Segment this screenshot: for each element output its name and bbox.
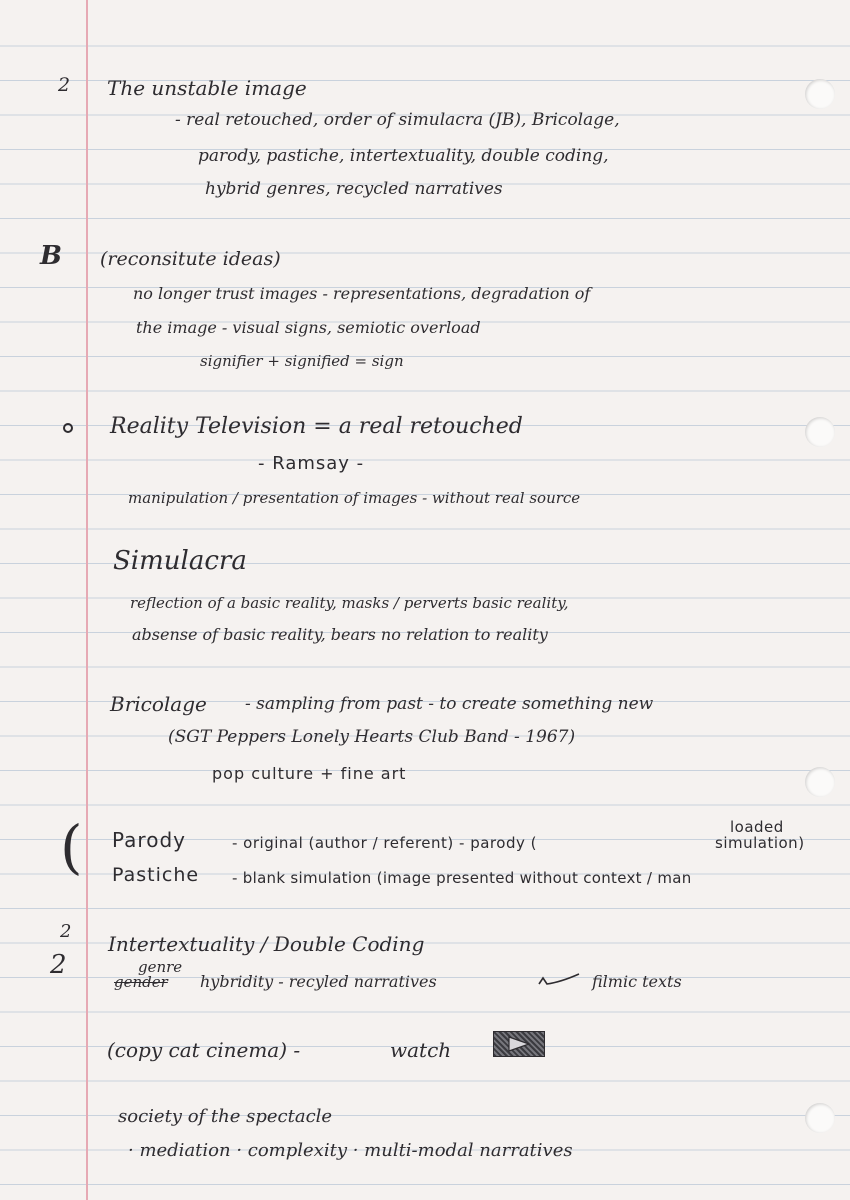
section-marker-2: 2	[58, 74, 71, 96]
play-icon	[493, 1031, 545, 1057]
note-line: parody, pastiche, intertextuality, double coding,	[198, 146, 609, 166]
note-line: (SGT Peppers Lonely Hearts Club Band - 1967)	[168, 727, 576, 747]
margin-mark: 2	[50, 950, 67, 980]
note-line: (copy cat cinema) -	[107, 1038, 301, 1062]
note-watch: watch	[390, 1038, 452, 1062]
heading-bricolage: Bricolage	[110, 692, 207, 716]
note-line: hybridity - recyled narratives	[200, 972, 437, 991]
note-line: - real retouched, order of simulacra (JB), Bricolage,	[175, 110, 620, 130]
punch-hole	[805, 1103, 835, 1133]
heading-society-spectacle: society of the spectacle	[118, 1106, 333, 1127]
note-line: the image - visual signs, semiotic overload	[136, 318, 481, 337]
punch-hole	[805, 767, 835, 797]
note-line: - sampling from past - to create something new	[245, 694, 654, 714]
note-line: - blank simulation (image presented without context / man	[232, 869, 692, 887]
punch-hole	[805, 417, 835, 447]
insert-genre: genre	[138, 958, 183, 976]
note-line: absense of basic reality, bears no relation to reality	[132, 625, 548, 644]
bracket-mark: (	[60, 813, 83, 881]
note-line: no longer trust images - representations, degradation of	[133, 284, 591, 303]
note-line: signifier + signified = sign	[200, 352, 404, 370]
annotation-simulation: simulation)	[715, 834, 805, 852]
annotation-loaded: loaded	[730, 818, 784, 836]
margin-line	[86, 0, 88, 1200]
note-line: hybrid genres, recycled narratives	[205, 179, 503, 199]
heading-reality-television: Reality Television = a real retouched	[110, 414, 523, 439]
note-line: filmic texts	[592, 972, 682, 991]
heading-simulacra: Simulacra	[113, 546, 247, 576]
wave-arrow-icon	[537, 970, 581, 993]
punch-hole	[805, 79, 835, 109]
note-line: · mediation · complexity · multi-modal narratives	[128, 1140, 573, 1161]
margin-mark: 2	[60, 921, 72, 942]
heading-intertextuality: Intertextuality / Double Coding	[108, 932, 425, 956]
struck-word: gender	[114, 973, 168, 991]
term-pastiche: Pastiche	[112, 864, 200, 886]
note-line: - original (author / referent) - parody (	[232, 834, 537, 852]
heading-unstable-image: The unstable image	[107, 76, 307, 100]
bullet-icon	[63, 423, 73, 433]
note-line: pop culture + fine art	[212, 764, 407, 783]
note-line: reflection of a basic reality, masks / perverts basic reality,	[130, 594, 569, 612]
note-line: manipulation / presentation of images - without real source	[128, 489, 581, 507]
heading-reconstitute-ideas: (reconsitute ideas)	[100, 248, 281, 270]
term-parody: Parody	[112, 828, 186, 852]
section-marker-b: B	[40, 241, 62, 271]
author-ramsay: - Ramsay -	[258, 453, 365, 474]
